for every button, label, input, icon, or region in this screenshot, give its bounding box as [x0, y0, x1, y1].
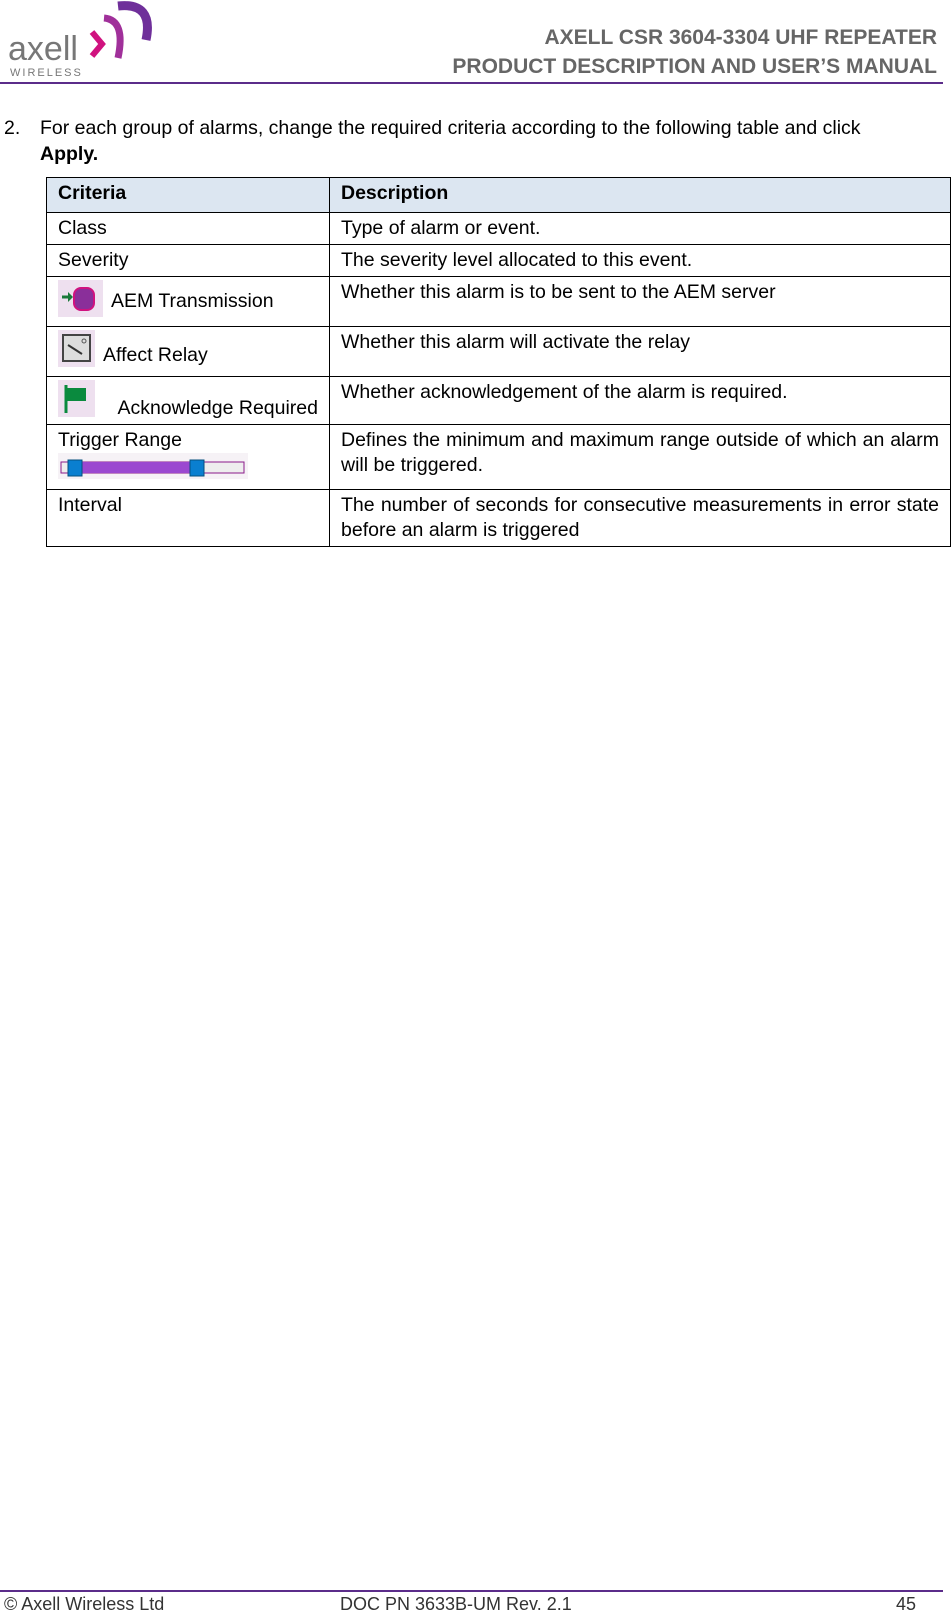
criteria-label: Acknowledge Required	[117, 397, 318, 419]
description-cell: The severity level allocated to this event.	[330, 245, 951, 277]
header-description: Description	[330, 178, 951, 213]
doc-subtitle: PRODUCT DESCRIPTION AND USER’S MANUAL	[452, 55, 937, 78]
affect-relay-icon	[58, 330, 95, 367]
aem-transmission-icon	[58, 280, 103, 317]
axell-wireless-logo	[6, 0, 156, 80]
table-row	[47, 277, 951, 327]
table-row	[47, 245, 951, 277]
description-cell: Defines the minimum and maximum range outside of which an alarm will be triggered.	[330, 425, 951, 490]
description-cell: Whether this alarm will activate the relay	[330, 327, 951, 377]
page-number: 45	[896, 1594, 917, 1614]
criteria-table	[46, 177, 951, 547]
criteria-cell: Severity	[47, 245, 330, 277]
description-cell: Type of alarm or event.	[330, 213, 951, 245]
footer-copyright: © Axell Wireless Ltd	[4, 1594, 165, 1614]
trigger-range-slider-icon	[58, 453, 248, 479]
criteria-cell	[47, 425, 330, 490]
criteria-cell	[47, 377, 330, 425]
criteria-cell: Class	[47, 213, 330, 245]
footer-doc-number: DOC PN 3633B-UM Rev. 2.1	[340, 1594, 572, 1614]
instruction-step	[4, 115, 920, 167]
svg-text:axell: axell	[8, 30, 78, 68]
step-text: For each group of alarms, change the required criteria according to the following table and click	[40, 117, 861, 139]
doc-title: AXELL CSR 3604-3304 UHF REPEATER	[544, 26, 937, 49]
criteria-label: Affect Relay	[103, 344, 208, 366]
table-row	[47, 490, 951, 547]
table-row	[47, 213, 951, 245]
description-cell: The number of seconds for consecutive measurements in error state before an alarm is triggered	[330, 490, 951, 547]
footer-rule	[0, 1590, 943, 1592]
acknowledge-flag-icon	[58, 380, 95, 417]
header-criteria: Criteria	[47, 178, 330, 213]
table-row	[47, 425, 951, 490]
table-row	[47, 327, 951, 377]
svg-text:WIRELESS: WIRELESS	[10, 67, 83, 79]
step-number: 2.	[4, 117, 21, 139]
description-cell: Whether acknowledgement of the alarm is required.	[330, 377, 951, 425]
description-cell: Whether this alarm is to be sent to the AEM server	[330, 277, 951, 327]
criteria-cell	[47, 327, 330, 377]
criteria-cell	[47, 277, 330, 327]
criteria-cell: Interval	[47, 490, 330, 547]
criteria-label: Trigger Range	[58, 429, 182, 451]
criteria-label: AEM Transmission	[111, 290, 274, 312]
header-rule	[0, 82, 943, 84]
table-row	[47, 377, 951, 425]
apply-label: Apply.	[40, 143, 99, 165]
